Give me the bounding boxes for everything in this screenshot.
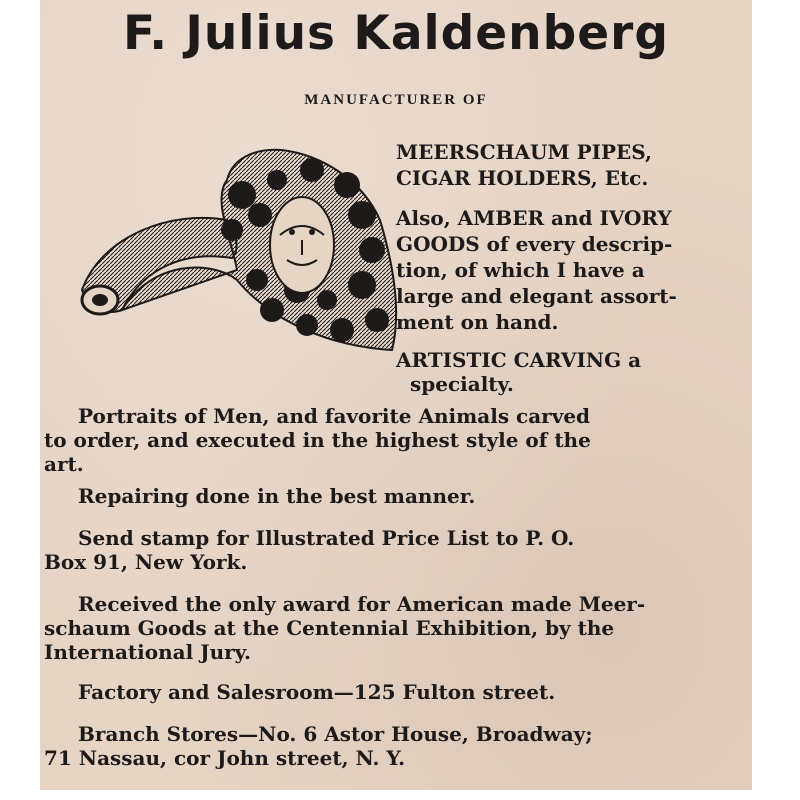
award-line-1: Received the only award for American made Meer- [78, 592, 646, 616]
price-list-line-1: Send stamp for Illustrated Price List to P. O. [78, 526, 575, 550]
factory-line: Factory and Salesroom—125 Fulton street. [78, 680, 556, 704]
advertiser-name: F. Julius Kaldenberg [123, 6, 669, 61]
portraits-line-3: art. [44, 452, 84, 476]
award-line-2: schaum Goods at the Centennial Exhibition, by the [44, 616, 615, 640]
amber-line-1: Also, AMBER and IVORY [396, 206, 672, 230]
price-list-line-2: Box 91, New York. [44, 550, 248, 574]
advertisement-clipping [40, 0, 752, 790]
portraits-line-2: to order, and executed in the highest style of the [44, 428, 591, 452]
amber-line-4: large and elegant assort- [396, 284, 677, 308]
amber-line-2: GOODS of every descrip- [396, 232, 673, 256]
portraits-line-1: Portraits of Men, and favorite Animals carved [78, 404, 591, 428]
subtitle: MANUFACTURER OF [304, 92, 488, 108]
branch-stores-line-2: 71 Nassau, cor John street, N. Y. [44, 746, 406, 770]
products-line-2: CIGAR HOLDERS, Etc. [396, 166, 649, 190]
products-line-1: MEERSCHAUM PIPES, [396, 140, 652, 164]
carving-line-2: specialty. [410, 372, 514, 396]
amber-line-3: tion, of which I have a [396, 258, 645, 282]
branch-stores-line-1: Branch Stores—No. 6 Astor House, Broadway; [78, 722, 593, 746]
amber-line-5: ment on hand. [396, 310, 559, 334]
carved-meerschaum-pipe-icon [62, 140, 402, 380]
repairing-line: Repairing done in the best manner. [78, 484, 476, 508]
award-line-3: International Jury. [44, 640, 251, 664]
carving-line-1: ARTISTIC CARVING a [396, 348, 642, 372]
